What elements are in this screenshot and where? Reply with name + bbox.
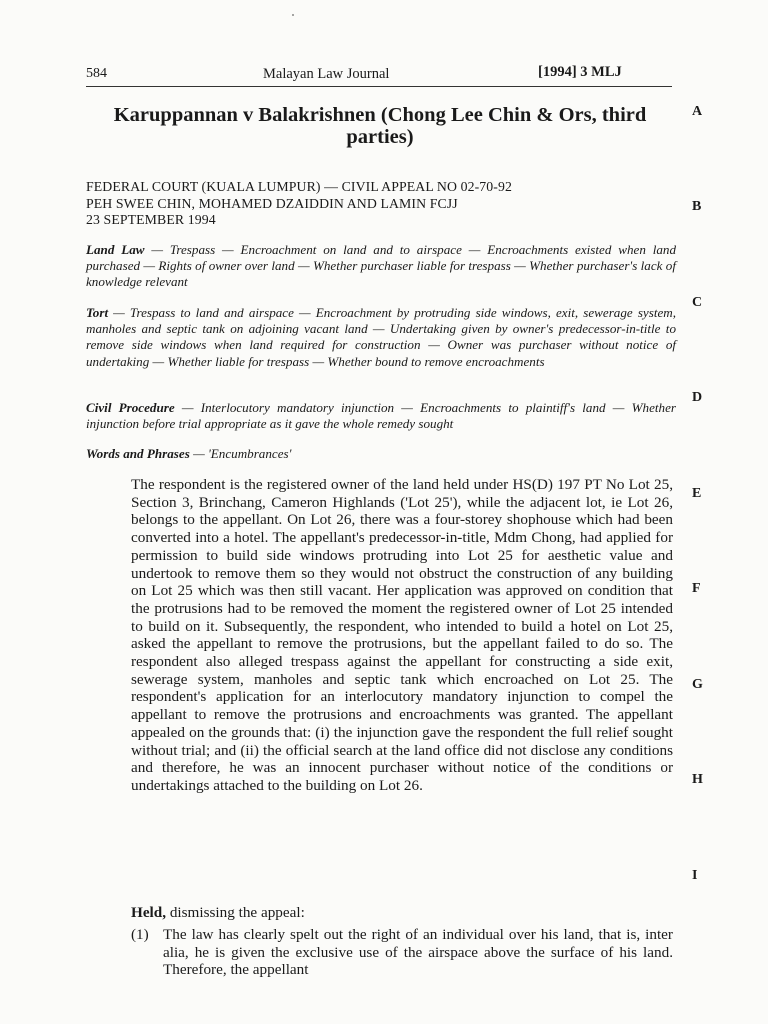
- header-rule: [86, 86, 672, 87]
- catchword-subject: Land Law: [86, 242, 145, 257]
- catchword-text: — 'Encumbrances': [189, 446, 292, 461]
- margin-letter-f: F: [692, 581, 701, 596]
- catchword-tort: [86, 305, 676, 370]
- judges-line: PEH SWEE CHIN, MOHAMED DZAIDDIN AND LAMIN FCJJ: [86, 195, 458, 211]
- catchword-subject: Tort: [86, 305, 109, 320]
- court-details: [86, 179, 676, 229]
- catchword-subject: Civil Procedure: [86, 400, 175, 415]
- margin-letter-g: G: [692, 677, 703, 692]
- court-line: FEDERAL COURT (KUALA LUMPUR) — CIVIL APPEAL NO 02-70-92: [86, 179, 512, 194]
- margin-letter-c: C: [692, 295, 703, 310]
- catchword-words-and-phrases: [86, 446, 676, 462]
- held-heading: [131, 904, 305, 922]
- headnote-facts: The respondent is the registered owner of the land held under HS(D) 197 PT No Lot 25, Section 3, Brinchang, Cameron Highlands ('Lot 25'), while the adjacent lot, ie Lot 26, belongs to the appellant. On Lot 26, there was a four-storey shophouse which had been converted into a hotel. The appellant's predecessor-in-title, Mdm Chong, had applied for permission to build side windows protruding into Lot 25 for aesthetic value and undertook to remove them so they would not obstruct the construction of any building on Lot 25 which was then still vacant. Her application was approved on condition that the protrusions had to be removed the moment the registered owner of Lot 25 intended to build on it. Subsequently, the respondent, who intended to build a hotel on Lot 25, asked the appellant to remove the protrusions, but the appellant failed to do so. The respondent also alleged trespass against the appellant for constructing a side exit, sewerage system, manholes and septic tank which encroached on Lot 25. The respondent's application for an interlocutory mandatory injunction to compel the appellant to remove the protrusions and encroachments was granted. The appellant appealed on the grounds that: (i) the injunction gave the respondent the full relief sought without trial; and (ii) the official search at the land office did not disclose any conditions and therefore, he was an innocent purchaser without notice of the conditions or undertakings attached to the building on Lot 26.: [131, 476, 673, 794]
- running-header-journal: Malayan Law Journal: [263, 66, 390, 82]
- held-intro: dismissing the appeal:: [166, 904, 305, 921]
- margin-letter-h: H: [692, 772, 703, 787]
- running-header-citation: [1994] 3 MLJ: [538, 64, 622, 80]
- speck: [292, 14, 294, 16]
- margin-letter-e: E: [692, 486, 702, 501]
- catchword-text: — Interlocutory mandatory injunction — Encroachments to plaintiff's land — Whether injunction before trial appropriate as it gave the whole remedy sought: [86, 400, 676, 432]
- held-item-text: The law has clearly spelt out the right of an individual over his land, that is, inter alia, he is given the exclusive use of the airspace above the surface of his land. Therefore, the appellant: [163, 926, 673, 979]
- held-label: Held,: [131, 904, 167, 921]
- page-number: 584: [86, 66, 107, 81]
- case-title: Karuppannan v Balakrishnen (Chong Lee Chin & Ors, third parties): [113, 104, 647, 148]
- catchword-civil-procedure: [86, 400, 676, 432]
- catchword-text: — Trespass to land and airspace — Encroachment by protruding side windows, exit, sewerage system, manholes and septic tank on adjoining vacant land — Undertaking given by owner's predecessor-in-title to remove side windows when land required for construction — Owner was purchaser without notice of undertaking — Whether liable for trespass — Whether bound to remove encroachments: [86, 305, 676, 369]
- margin-letter-b: B: [692, 199, 702, 214]
- catchword-text: — Trespass — Encroachment on land and to airspace — Encroachments existed when land purchased — Rights of owner over land — Whether purchaser liable for trespass — Whether purchaser's lack of knowledge relevant: [86, 242, 676, 290]
- catchword-subject: Words and Phrases: [86, 446, 190, 461]
- margin-letter-i: I: [692, 868, 698, 883]
- margin-letter-d: D: [692, 390, 703, 405]
- held-item-number: (1): [131, 926, 149, 943]
- catchword-land-law: [86, 242, 676, 291]
- margin-letter-a: A: [692, 104, 703, 119]
- date-line: 23 SEPTEMBER 1994: [86, 212, 216, 227]
